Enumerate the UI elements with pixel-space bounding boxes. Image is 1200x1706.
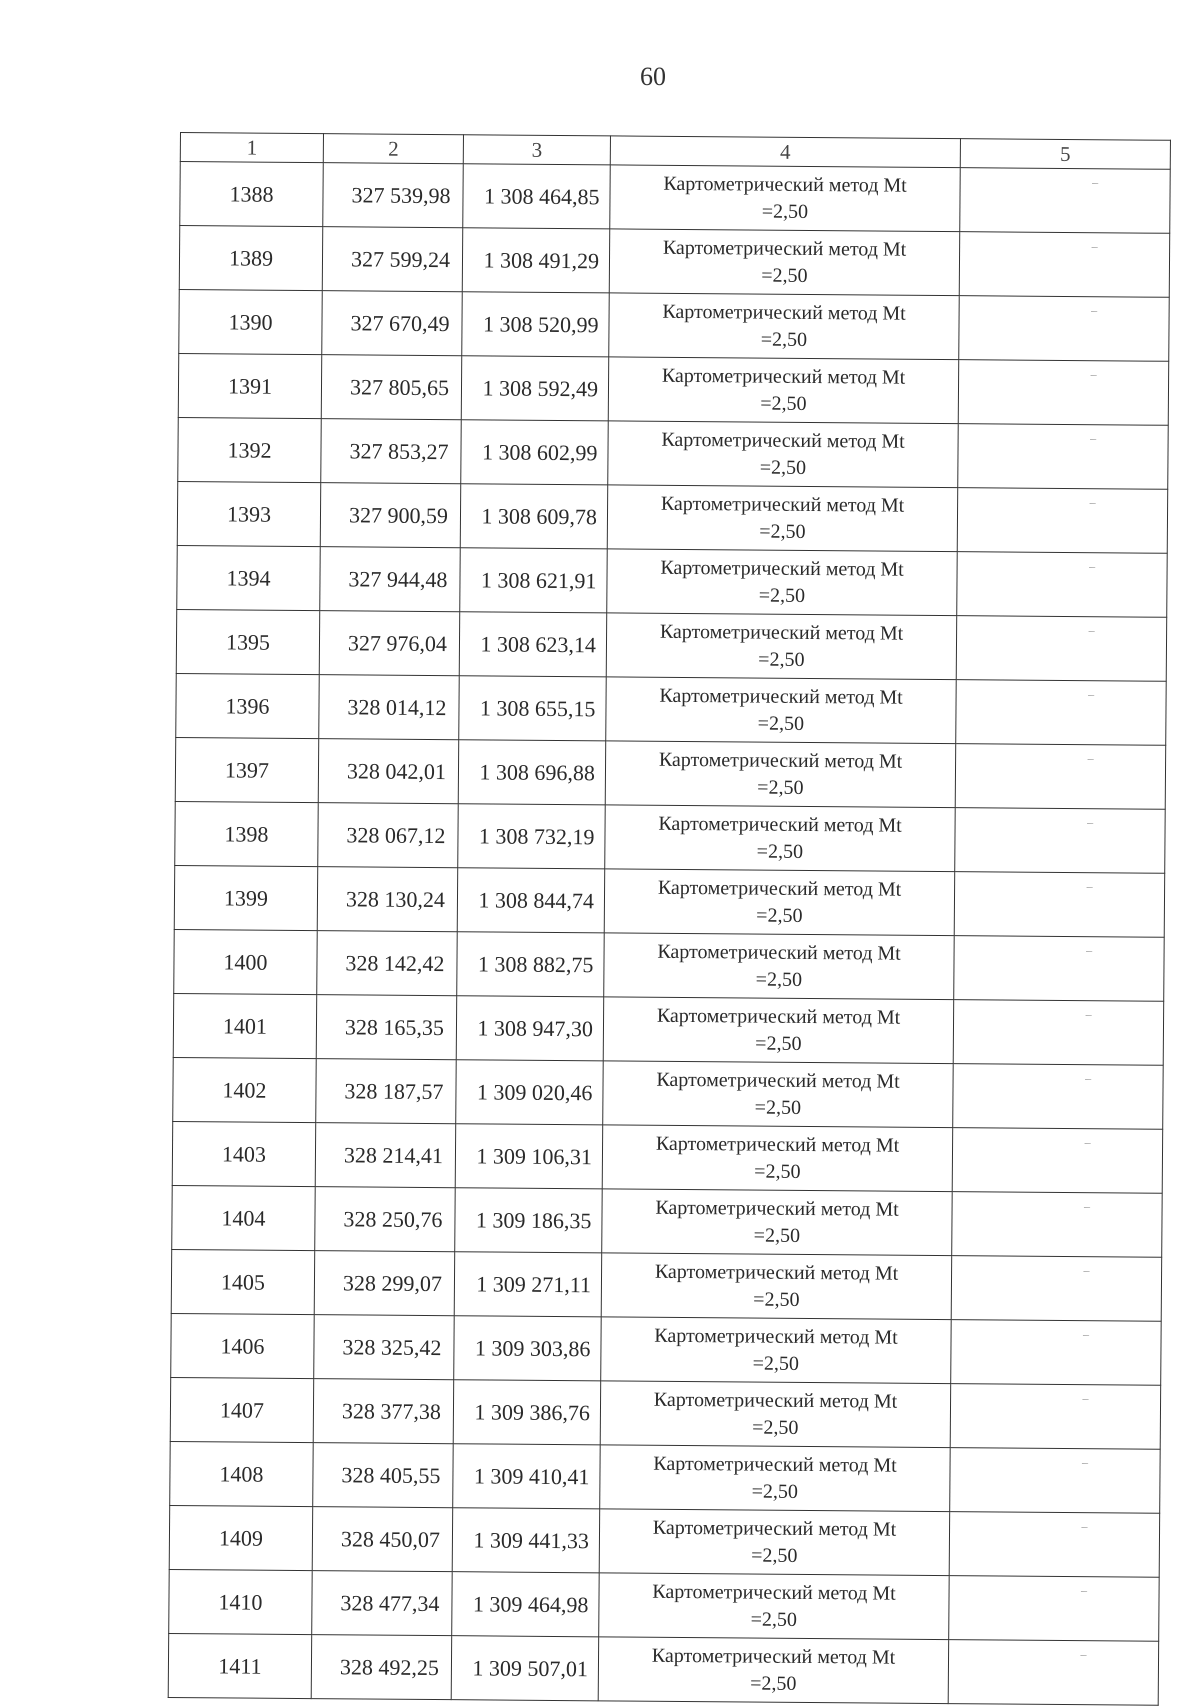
note-cell: – bbox=[951, 1320, 1161, 1386]
coordinates-table bbox=[168, 132, 1171, 1706]
x-coordinate-cell: 328 130,24 bbox=[317, 867, 457, 932]
method-accuracy-text: =2,50 bbox=[756, 904, 803, 927]
note-cell: – bbox=[952, 1192, 1162, 1258]
method-cell bbox=[598, 1637, 948, 1704]
x-coordinate-cell: 327 539,98 bbox=[323, 163, 463, 228]
point-number-cell: 1397 bbox=[175, 737, 318, 802]
note-cell: – bbox=[959, 296, 1169, 362]
x-coordinate-cell: 328 187,57 bbox=[316, 1059, 456, 1124]
y-coordinate-cell: 1 308 623,14 bbox=[459, 612, 606, 677]
x-coordinate-cell: 327 805,65 bbox=[321, 355, 461, 420]
note-cell: – bbox=[955, 808, 1165, 874]
method-text: Картометрический метод Mt bbox=[651, 1644, 896, 1669]
method-cell bbox=[603, 1061, 953, 1128]
note-cell: – bbox=[958, 360, 1168, 426]
method-text: Картометрический метод Mt bbox=[663, 172, 907, 197]
point-number-cell: 1398 bbox=[175, 801, 318, 866]
method-text: Картометрический метод Mt bbox=[661, 428, 905, 453]
method-text: Картометрический метод Mt bbox=[659, 620, 904, 645]
method-text: Картометрический метод Mt bbox=[655, 1132, 900, 1157]
note-cell: – bbox=[951, 1256, 1161, 1322]
table-row bbox=[177, 545, 1167, 617]
y-coordinate-cell: 1 308 844,74 bbox=[457, 868, 604, 933]
method-text: Картометрический метод Mt bbox=[656, 1068, 900, 1093]
method-accuracy-text: =2,50 bbox=[757, 712, 805, 735]
x-coordinate-cell: 327 976,04 bbox=[319, 611, 459, 676]
header-col-4: 4 bbox=[610, 136, 960, 168]
note-cell: – bbox=[957, 488, 1167, 554]
method-accuracy-text: =2,50 bbox=[761, 200, 809, 223]
note-cell: – bbox=[952, 1128, 1162, 1194]
table-row bbox=[176, 609, 1166, 681]
note-cell: – bbox=[948, 1640, 1158, 1706]
method-accuracy-text: =2,50 bbox=[760, 328, 808, 351]
y-coordinate-cell: 1 308 520,99 bbox=[462, 292, 609, 357]
point-number-cell: 1410 bbox=[169, 1569, 312, 1634]
point-number-cell: 1405 bbox=[171, 1249, 314, 1314]
point-number-cell: 1402 bbox=[173, 1057, 316, 1122]
method-accuracy-text: =2,50 bbox=[753, 1224, 801, 1247]
x-coordinate-cell: 328 450,07 bbox=[312, 1507, 452, 1572]
method-cell bbox=[600, 1445, 950, 1512]
method-accuracy-text: =2,50 bbox=[759, 520, 806, 543]
method-cell bbox=[602, 1125, 952, 1192]
x-coordinate-cell: 328 067,12 bbox=[318, 803, 458, 868]
point-number-cell: 1392 bbox=[178, 417, 321, 482]
note-cell: – bbox=[949, 1576, 1159, 1642]
method-text: Картометрический метод Mt bbox=[660, 492, 905, 517]
table-row bbox=[179, 289, 1169, 361]
y-coordinate-cell: 1 308 621,91 bbox=[460, 548, 607, 613]
table-row bbox=[168, 1633, 1158, 1705]
x-coordinate-cell: 328 165,35 bbox=[316, 995, 456, 1060]
table-row bbox=[179, 226, 1169, 298]
header-col-1: 1 bbox=[180, 133, 323, 163]
method-cell bbox=[600, 1381, 950, 1448]
method-text: Картометрический метод Mt bbox=[660, 556, 904, 581]
method-cell bbox=[607, 485, 957, 552]
point-number-cell: 1399 bbox=[174, 865, 317, 930]
x-coordinate-cell: 328 325,42 bbox=[314, 1315, 454, 1380]
method-accuracy-text: =2,50 bbox=[761, 264, 808, 287]
method-accuracy-text: =2,50 bbox=[752, 1352, 800, 1375]
method-text: Картометрический метод Mt bbox=[654, 1324, 898, 1349]
x-coordinate-cell: 328 142,42 bbox=[317, 931, 457, 996]
method-accuracy-text: =2,50 bbox=[754, 1160, 801, 1183]
method-accuracy-text: =2,50 bbox=[755, 1032, 802, 1055]
y-coordinate-cell: 1 309 106,31 bbox=[455, 1124, 602, 1189]
y-coordinate-cell: 1 308 464,85 bbox=[463, 164, 610, 229]
note-cell: – bbox=[950, 1448, 1160, 1514]
method-text: Картометрический метод Mt bbox=[658, 748, 903, 773]
point-number-cell: 1391 bbox=[178, 353, 321, 418]
y-coordinate-cell: 1 308 732,19 bbox=[458, 804, 605, 869]
note-cell: – bbox=[953, 1064, 1163, 1130]
table-row bbox=[171, 1313, 1161, 1385]
x-coordinate-cell: 327 853,27 bbox=[321, 419, 461, 484]
method-cell bbox=[609, 293, 959, 360]
table-row bbox=[177, 481, 1167, 553]
x-coordinate-cell: 328 405,55 bbox=[313, 1443, 453, 1508]
point-number-cell: 1388 bbox=[180, 162, 323, 227]
y-coordinate-cell: 1 309 410,41 bbox=[453, 1444, 600, 1509]
method-text: Картометрический метод Mt bbox=[656, 1004, 901, 1029]
method-cell bbox=[605, 741, 955, 808]
x-coordinate-cell: 328 042,01 bbox=[318, 739, 458, 804]
table-row bbox=[170, 1441, 1160, 1513]
method-accuracy-text: =2,50 bbox=[751, 1480, 799, 1503]
method-accuracy-text: =2,50 bbox=[754, 1096, 802, 1119]
x-coordinate-cell: 327 900,59 bbox=[320, 483, 460, 548]
method-accuracy-text: =2,50 bbox=[753, 1288, 800, 1311]
note-cell: – bbox=[958, 424, 1168, 490]
table-body bbox=[168, 162, 1170, 1706]
point-number-cell: 1401 bbox=[173, 993, 316, 1058]
method-text: Картометрический метод Mt bbox=[657, 876, 902, 901]
note-cell: – bbox=[953, 1000, 1163, 1066]
x-coordinate-cell: 328 492,25 bbox=[311, 1635, 451, 1700]
method-cell bbox=[601, 1317, 951, 1384]
table-row bbox=[175, 801, 1165, 873]
method-text: Картометрический метод Mt bbox=[661, 364, 906, 389]
method-text: Картометрический метод Mt bbox=[652, 1580, 896, 1605]
x-coordinate-cell: 328 250,76 bbox=[315, 1187, 455, 1252]
point-number-cell: 1389 bbox=[179, 226, 322, 291]
note-cell: – bbox=[959, 232, 1169, 298]
x-coordinate-cell: 328 014,12 bbox=[319, 675, 459, 740]
method-text: Картометрический метод Mt bbox=[662, 236, 907, 261]
coordinates-table-container bbox=[168, 132, 1170, 1706]
x-coordinate-cell: 328 299,07 bbox=[314, 1251, 454, 1316]
table-row bbox=[180, 162, 1170, 234]
table-row bbox=[169, 1505, 1159, 1577]
y-coordinate-cell: 1 308 602,99 bbox=[461, 420, 608, 485]
point-number-cell: 1400 bbox=[174, 929, 317, 994]
method-cell bbox=[599, 1509, 949, 1576]
table-row bbox=[173, 993, 1163, 1065]
method-cell bbox=[601, 1253, 951, 1320]
table-row bbox=[175, 737, 1165, 809]
table-row bbox=[178, 353, 1168, 425]
method-cell bbox=[604, 869, 954, 936]
method-accuracy-text: =2,50 bbox=[758, 584, 806, 607]
note-cell: – bbox=[956, 616, 1166, 682]
table-row bbox=[171, 1249, 1161, 1321]
point-number-cell: 1394 bbox=[177, 545, 320, 610]
method-cell bbox=[606, 613, 956, 680]
y-coordinate-cell: 1 308 491,29 bbox=[462, 228, 609, 293]
table-row bbox=[172, 1185, 1162, 1257]
point-number-cell: 1390 bbox=[179, 289, 322, 354]
method-text: Картометрический метод Mt bbox=[662, 300, 906, 325]
method-accuracy-text: =2,50 bbox=[760, 392, 807, 415]
header-col-2: 2 bbox=[323, 134, 463, 164]
y-coordinate-cell: 1 309 020,46 bbox=[456, 1060, 603, 1125]
note-cell: – bbox=[954, 872, 1164, 938]
point-number-cell: 1404 bbox=[172, 1185, 315, 1250]
point-number-cell: 1407 bbox=[170, 1377, 313, 1442]
y-coordinate-cell: 1 309 186,35 bbox=[455, 1188, 602, 1253]
note-cell: – bbox=[960, 168, 1170, 234]
method-cell bbox=[608, 357, 958, 424]
page-number: 60 bbox=[640, 62, 666, 91]
x-coordinate-cell: 328 214,41 bbox=[315, 1123, 455, 1188]
note-cell: – bbox=[954, 936, 1164, 1002]
method-accuracy-text: =2,50 bbox=[758, 648, 805, 671]
y-coordinate-cell: 1 308 696,88 bbox=[458, 740, 605, 805]
point-number-cell: 1395 bbox=[176, 609, 319, 674]
y-coordinate-cell: 1 308 592,49 bbox=[461, 356, 608, 421]
table-row bbox=[178, 417, 1168, 489]
method-text: Картометрический метод Mt bbox=[659, 684, 903, 709]
table-row bbox=[174, 929, 1164, 1001]
method-accuracy-text: =2,50 bbox=[752, 1416, 799, 1439]
method-text: Картометрический метод Mt bbox=[654, 1260, 899, 1285]
note-cell: – bbox=[949, 1512, 1159, 1578]
table-row bbox=[173, 1057, 1163, 1129]
x-coordinate-cell: 327 944,48 bbox=[320, 547, 460, 612]
y-coordinate-cell: 1 309 441,33 bbox=[452, 1508, 599, 1573]
method-accuracy-text: =2,50 bbox=[751, 1544, 798, 1567]
method-cell bbox=[605, 805, 955, 872]
y-coordinate-cell: 1 309 303,86 bbox=[454, 1316, 601, 1381]
y-coordinate-cell: 1 309 464,98 bbox=[452, 1572, 599, 1637]
point-number-cell: 1396 bbox=[176, 673, 319, 738]
y-coordinate-cell: 1 309 271,11 bbox=[454, 1252, 601, 1317]
y-coordinate-cell: 1 309 507,01 bbox=[451, 1636, 598, 1701]
table-row bbox=[170, 1377, 1160, 1449]
point-number-cell: 1408 bbox=[170, 1441, 313, 1506]
method-cell bbox=[609, 229, 959, 296]
note-cell: – bbox=[950, 1384, 1160, 1450]
method-text: Картометрический метод Mt bbox=[655, 1196, 899, 1221]
x-coordinate-cell: 328 477,34 bbox=[312, 1571, 452, 1636]
method-text: Картометрический метод Mt bbox=[652, 1516, 897, 1541]
point-number-cell: 1411 bbox=[168, 1633, 311, 1698]
method-accuracy-text: =2,50 bbox=[756, 840, 804, 863]
table-row bbox=[169, 1569, 1159, 1641]
method-accuracy-text: =2,50 bbox=[750, 1608, 798, 1631]
method-text: Картометрический метод Mt bbox=[653, 1452, 897, 1477]
x-coordinate-cell: 327 599,24 bbox=[322, 227, 462, 292]
method-accuracy-text: =2,50 bbox=[759, 456, 807, 479]
y-coordinate-cell: 1 308 609,78 bbox=[460, 484, 607, 549]
point-number-cell: 1403 bbox=[172, 1121, 315, 1186]
method-cell bbox=[599, 1573, 949, 1640]
y-coordinate-cell: 1 308 882,75 bbox=[457, 932, 604, 997]
point-number-cell: 1393 bbox=[177, 481, 320, 546]
point-number-cell: 1406 bbox=[171, 1313, 314, 1378]
note-cell: – bbox=[956, 680, 1166, 746]
method-text: Картометрический метод Mt bbox=[657, 940, 901, 965]
x-coordinate-cell: 327 670,49 bbox=[322, 291, 462, 356]
table-row bbox=[176, 673, 1166, 745]
y-coordinate-cell: 1 309 386,76 bbox=[453, 1380, 600, 1445]
method-cell bbox=[602, 1189, 952, 1256]
y-coordinate-cell: 1 308 655,15 bbox=[459, 676, 606, 741]
header-col-3: 3 bbox=[463, 135, 610, 165]
table-row bbox=[172, 1121, 1162, 1193]
method-accuracy-text: =2,50 bbox=[750, 1672, 797, 1695]
note-cell: – bbox=[955, 744, 1165, 810]
method-cell bbox=[606, 677, 956, 744]
y-coordinate-cell: 1 308 947,30 bbox=[456, 996, 603, 1061]
method-cell bbox=[603, 997, 953, 1064]
method-text: Картометрический метод Mt bbox=[658, 812, 902, 837]
method-cell bbox=[610, 165, 960, 232]
method-cell bbox=[604, 933, 954, 1000]
note-cell: – bbox=[957, 552, 1167, 618]
table-row bbox=[174, 865, 1164, 937]
method-accuracy-text: =2,50 bbox=[755, 968, 803, 991]
method-cell bbox=[607, 549, 957, 616]
header-col-5: 5 bbox=[960, 139, 1170, 170]
method-accuracy-text: =2,50 bbox=[757, 776, 804, 799]
point-number-cell: 1409 bbox=[169, 1505, 312, 1570]
method-cell bbox=[608, 421, 958, 488]
method-text: Картометрический метод Mt bbox=[653, 1388, 898, 1413]
x-coordinate-cell: 328 377,38 bbox=[313, 1379, 453, 1444]
